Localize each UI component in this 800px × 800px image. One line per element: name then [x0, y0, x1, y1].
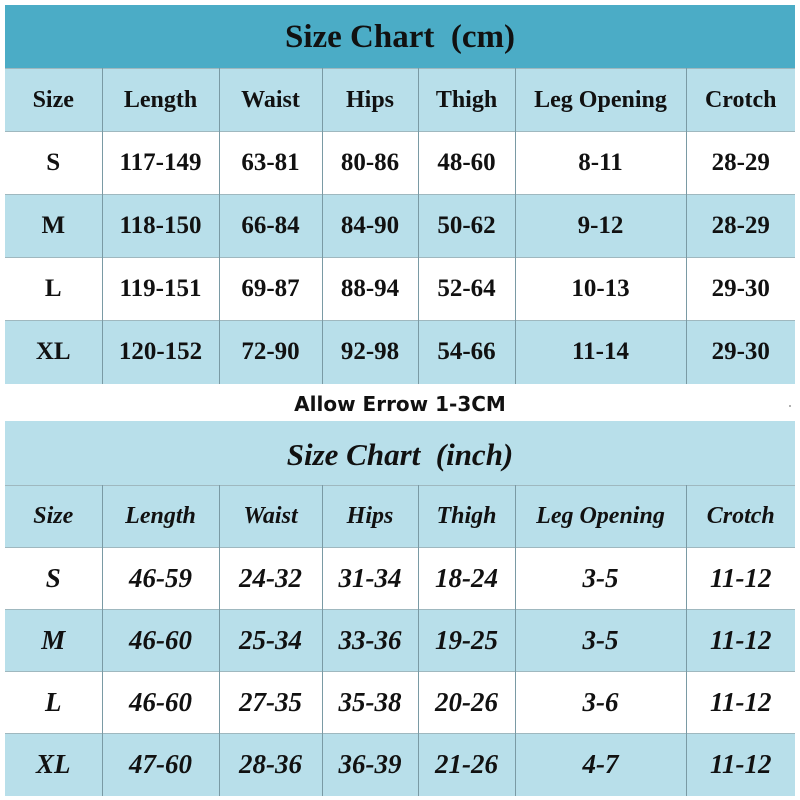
measurement-cell: 11-12 [686, 672, 795, 734]
measurement-cell: 120-152 [102, 321, 219, 384]
inch-size-table [5, 485, 795, 796]
measurement-cell: 19-25 [418, 610, 515, 672]
measurement-cell: 28-29 [686, 195, 795, 258]
table-row [5, 610, 795, 672]
measurement-cell: 3-5 [515, 548, 686, 610]
table-row [5, 258, 795, 321]
measurement-cell: 11-12 [686, 734, 795, 796]
measurement-cell: 66-84 [219, 195, 322, 258]
measurement-cell: 47-60 [102, 734, 219, 796]
measurement-cell: 80-86 [322, 132, 418, 195]
column-header: Thigh [418, 486, 515, 548]
measurement-cell: 48-60 [418, 132, 515, 195]
measurement-cell: 54-66 [418, 321, 515, 384]
column-header: Crotch [686, 486, 795, 548]
measurement-cell: 46-60 [102, 610, 219, 672]
measurement-cell: 28-36 [219, 734, 322, 796]
table-row [5, 734, 795, 796]
size-cell: XL [5, 321, 102, 384]
size-cell: M [5, 195, 102, 258]
column-header: Size [5, 69, 102, 132]
size-cell: S [5, 548, 102, 610]
measurement-cell: 29-30 [686, 258, 795, 321]
measurement-cell: 52-64 [418, 258, 515, 321]
size-cell: S [5, 132, 102, 195]
column-header: Leg Opening [515, 69, 686, 132]
measurement-cell: 72-90 [219, 321, 322, 384]
measurement-cell: 33-36 [322, 610, 418, 672]
size-cell: XL [5, 734, 102, 796]
measurement-cell: 10-13 [515, 258, 686, 321]
measurement-cell: 119-151 [102, 258, 219, 321]
table-row [5, 672, 795, 734]
measurement-cell: 88-94 [322, 258, 418, 321]
cm-size-table [5, 68, 795, 384]
measurement-cell: 46-60 [102, 672, 219, 734]
measurement-cell: 4-7 [515, 734, 686, 796]
table-row [5, 548, 795, 610]
measurement-cell: 92-98 [322, 321, 418, 384]
measurement-cell: 11-12 [686, 610, 795, 672]
measurement-cell: 117-149 [102, 132, 219, 195]
measurement-cell: 9-12 [515, 195, 686, 258]
table-row [5, 321, 795, 384]
measurement-cell: 11-14 [515, 321, 686, 384]
measurement-cell: 28-29 [686, 132, 795, 195]
measurement-cell: 24-32 [219, 548, 322, 610]
column-header: Waist [219, 69, 322, 132]
column-header: Hips [322, 69, 418, 132]
measurement-cell: 36-39 [322, 734, 418, 796]
column-header: Thigh [418, 69, 515, 132]
measurement-cell: 118-150 [102, 195, 219, 258]
size-chart-sheet [5, 5, 795, 795]
measurement-cell: 46-59 [102, 548, 219, 610]
measurement-cell: 21-26 [418, 734, 515, 796]
measurement-cell: 8-11 [515, 132, 686, 195]
measurement-cell: 11-12 [686, 548, 795, 610]
table-header-row [5, 486, 795, 548]
measurement-cell: 3-5 [515, 610, 686, 672]
size-cell: L [5, 258, 102, 321]
cm-chart-title: Size Chart (cm) [5, 5, 795, 68]
size-cell: L [5, 672, 102, 734]
column-header: Leg Opening [515, 486, 686, 548]
tolerance-note: Allow Errow 1-3CM [5, 385, 795, 421]
measurement-cell: 20-26 [418, 672, 515, 734]
measurement-cell: 69-87 [219, 258, 322, 321]
table-row [5, 195, 795, 258]
measurement-cell: 63-81 [219, 132, 322, 195]
size-cell: M [5, 610, 102, 672]
column-header: Size [5, 486, 102, 548]
measurement-cell: 50-62 [418, 195, 515, 258]
column-header: Length [102, 69, 219, 132]
measurement-cell: 35-38 [322, 672, 418, 734]
column-header: Length [102, 486, 219, 548]
measurement-cell: 84-90 [322, 195, 418, 258]
inch-chart-title: Size Chart (inch) [5, 421, 795, 485]
column-header: Crotch [686, 69, 795, 132]
table-row [5, 132, 795, 195]
column-header: Waist [219, 486, 322, 548]
stray-dot [789, 405, 791, 407]
column-header: Hips [322, 486, 418, 548]
measurement-cell: 31-34 [322, 548, 418, 610]
table-header-row [5, 69, 795, 132]
measurement-cell: 29-30 [686, 321, 795, 384]
measurement-cell: 18-24 [418, 548, 515, 610]
measurement-cell: 3-6 [515, 672, 686, 734]
measurement-cell: 25-34 [219, 610, 322, 672]
measurement-cell: 27-35 [219, 672, 322, 734]
